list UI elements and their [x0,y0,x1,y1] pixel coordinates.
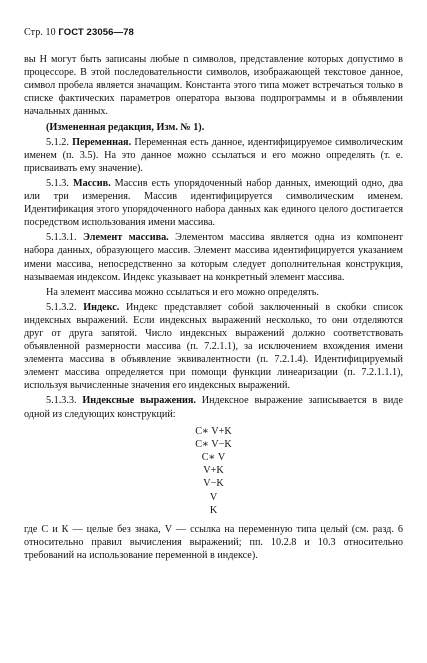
section-5-1-3-3 [24,394,403,420]
subscript-form: V [209,491,218,503]
page-header [24,26,403,39]
page-number: Стр. 10 [24,27,56,38]
section-title: Переменная. [72,136,132,148]
section-5-1-2 [24,136,403,175]
section-number: 5.1.3.2. [46,301,77,313]
section-number: 5.1.2. [46,136,69,148]
section-5-1-3-1 [24,231,403,283]
section-text: Переменная есть данное, идентифицируемое символическим именем (п. 3.5). На это данное можно ссылаться и его можно определять (т. е. присваивать ему значение). [24,136,404,174]
section-text: Индекс представляет собой заключенный в скобки список индексных выражений. Если индексных выражений несколько, то они отделяются друг от друга запятой. Число индексных выражений должно соответствовать объявленной размерности массива (п. 7.2.1.1), за исключением вхождения имени элемента массива в объявление эквивалентности (п. 7.2.1.4). Идентифицируемый элемент массива определяется при помощи функции линеаризации (п. 7.2.1.1.1), используя вычисленные значения его индексных выражений. [24,301,404,392]
section-number: 5.1.3.3. [46,395,77,407]
section-title: Элемент массива. [82,232,169,244]
section-5-1-3-2 [24,301,403,393]
subscript-form: C∗ V−K [195,438,232,450]
section-number: 5.1.3. [46,177,69,189]
section-5-1-3 [24,177,403,229]
subscript-form: C∗ V [201,452,226,464]
section-text: Элементом массива является одна из компонент набора данных, образующего массив. Элемент массива идентифицируется указанием имени массива, непосредственно за которым следует дополнительная конструкция, называемая индексом. Индекс указывает на конкретный элемент массива. [24,232,403,283]
section-title: Индексные выражения. [82,395,196,407]
subscript-form: K [209,504,218,516]
paragraph-continuation: вы Н могут быть записаны любые n символов, представление которых допустимо в процессоре. В этой последовательности символов, изображающей текстовое данное, символ пробела является значащим. Константа этого типа может встречаться только в списке фактических параметров оператора вызова подпрограммы и в объявлении начальных данных. [24,54,403,118]
subscript-form: V−K [203,478,224,490]
section-title: Массив. [72,177,111,189]
paragraph-definitions: где С и К — целые без знака, V — ссылка на переменную типа целый (см. разд. 6 относительно правил вычисления выражений; пп. 10.2.8 и 10.3 относительно требований на использование переменной в индексе). [24,524,403,562]
section-text: Массив есть упорядоченный набор данных, имеющий одно, два или три измерения. Массив идентифицируется символическим именем. Идентификация этого упорядоченного набора данных как единого целого достигается посредством использования имени массива. [24,177,404,229]
standard-number: ГОСТ 23056—78 [58,27,134,38]
section-text: Индексное выражение записывается в виде одной из следующих конструкций: [24,395,403,420]
paragraph-reference: На элемент массива можно ссылаться и его можно определять. [46,286,319,298]
subscript-form: C∗ V+K [195,425,232,437]
amendment-note: (Измененная редакция, Изм. № 1). [46,121,205,133]
section-number: 5.1.3.1. [46,232,77,244]
section-title: Индекс. [83,301,120,313]
subscript-form: V+K [203,465,224,477]
subscript-forms-list [24,425,403,517]
